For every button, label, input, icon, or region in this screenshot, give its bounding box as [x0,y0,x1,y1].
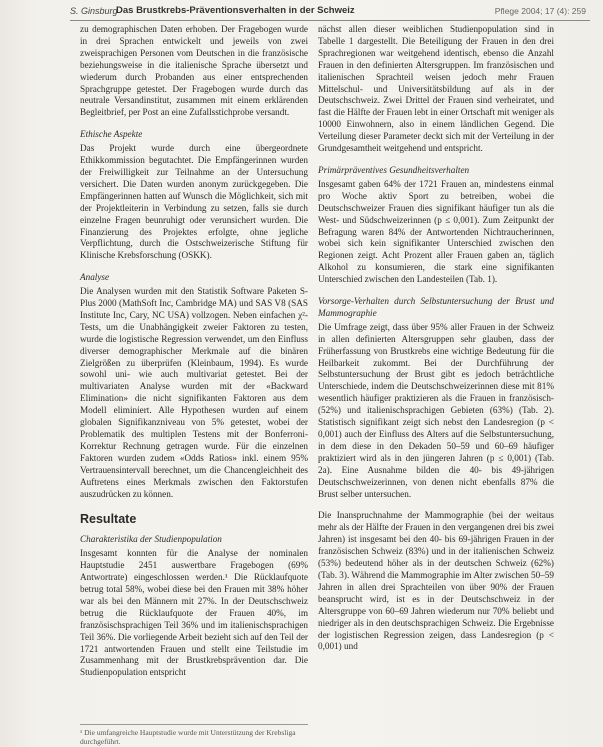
mammography-paragraph: Die Inanspruchnahme der Mammographie (bei der weitaus mehr als der Hälfte der Frauen in den vergangenen drei bis zwei Jahren) ist insgesamt bei den 40- bis 69-jährigen Frauen in der französischen Schweiz (83%) und in der italienischen Schweiz (53%) bedeutend höher als in der deutschen Schweiz (62%) (Tab. 3). Während die Mammographie im Alter zwischen 50–59 Jahren in allen drei Sprachteilen von über 90% der Frauen beansprucht wird, ist es in der Deutschschweiz in der Altersgruppe von 60–69 Jahren wiederum nur 70% beliebt und niedriger als in den deutschsprachigen Schweiz. Die Ergebnisse der logistischen Regression zeigen, dass Landesregion (p < 0,001) und [318,510,554,652]
demographics-paragraph: nächst allen dieser weiblichen Studienpopulation sind in Tabelle 1 dargestellt. Die Beteiligung der Frauen in den drei Sprachregionen war weitgehend identisch, ebenso die Anzahl Frauen in den definierten Altersgruppen. Im französischen und italienischen Sprachteil weisen jedoch mehr Frauen Mittelschul- und Universitätsbildung auf als in der Deutschschweiz. Zwei Drittel der Frauen sind verheiratet, und fast die Hälfte der Frauen lebt in einer Ortschaft mit weniger als 10000 Einwohnern, also in einem ländlichen Gegend. Die Verteilung dieser Parameter deckt sich mit der Verteilung in der Grundgesamtheit weitgehend und entspricht. [318,24,554,154]
analysis-subheading: Analyse [80,272,110,283]
results-heading: Resultate [80,512,137,527]
header-running-title: Das Brustkrebs-Präventionsverhalten in der Schweiz [116,5,355,16]
screening-paragraph: Die Umfrage zeigt, dass über 95% aller Frauen in der Schweiz in allen definierten Altersgruppen sehr glauben, dass der Früherfassung von Brustkrebs eine wichtige Bedeutung für die Heilbarkeit zukommt. Bei der Durchführung der Selbstuntersuchung der Brust gibt es jedoch beträchtliche Unterschiede, indem die Deutschschweizerinnen diese mit 81% wesentlich häufiger praktizieren als die Frauen in französisch- (52%) und italienischsprachigen Gebieten (63%) (Tab. 2). Statistisch signifikant zeigt sich nebst den Landesregion (p < 0,001) auch der Einfluss des Alters auf die Selbstuntersuchung, in dem diese in den Dekaden 50–59 und 60–69 häufiger praktiziert wird als in den jüngeren Jahren (p ≤ 0,001) (Tab. 2a). Eine Ausnahme bilden die 40- bis 49-jährigen Deutschschweizerinnen, von denen nicht ebenfalls 87% die Brust selber untersuchen. [318,321,554,499]
intro-paragraph: zu demographischen Daten erhoben. Der Fragebogen wurde in drei Sprachen entwickelt und jeweils von zwei zweisprachigen Personen vom Deutschen in die französische beziehungsweise in die italienische Sprache übersetzt und wiederum durch Probanden aus einer entsprechenden Sprachgruppe getestet. Der Fragebogen wurde durch das neutrale Versandinstitut, zusammen mit einem erklärenden Begleitbrief, per Post an eine Zufallsstichprobe versandt. [80,24,308,118]
right-column [318,24,554,663]
sample-paragraph: Insgesamt konnten für die Analyse der nominalen Hauptstudie 2451 auswertbare Fragebogen (69% Antwortrate) eingeschlossen werden.¹ Die Rücklaufquote betrug total 58%, wobei diese bei den Frauen mit 38% höher war als bei den Männern mit 27%. In der Deutschschweiz betrug die Rücklaufquote der Frauen 40%, im französischsprachigen Teil 36% und im italienischsprachigen Teil 36%. Die vorliegende Arbeit bezieht sich auf den Teil der 1721 antwortenden Frauen und stellt eine Teilstudie im Zusammenhang mit der Brustkrebsprävention dar. Die Studienpopulation entspricht [80,548,308,678]
prevention-paragraph: Insgesamt gaben 64% der 1721 Frauen an, mindestens einmal pro Woche aktiv Sport zu betreiben, wobei die Deutschschweizer Frauen dies signifikant häufiger tun als die West- und Südschweizerinnen (p ≤ 0,001). Zum Zeitpunkt der Befragung waren 84% der Antwortenden Nichtraucherinnen, wobei sich kein signifikanter Unterschied zwischen den Regionen zeigt. Acht Prozent aller Frauen gaben an, täglich Alkohol zu konsumieren, die stark eine signifikanten Unterschied zwischen den Landesteilen (Tab. 1). [318,178,554,285]
left-column [80,24,308,689]
running-header [70,4,590,21]
header-journal-ref: Pflege 2004; 17 (4): 259 [494,6,586,16]
screening-subheading: Vorsorge-Verhalten durch Selbstuntersuchung der Brust und Mammographie [318,296,554,318]
ethics-paragraph: Das Projekt wurde durch eine übergeordnete Ethikkommission begutachtet. Die Empfängerinnen wurden der Freiwilligkeit zur Teilnahme an der Untersuchung versichert. Die Daten wurden anonym zurückgegeben. Die Empfängerinnen hatten auf Wunsch die Möglichkeit, sich mit der Projektleiterin in Verbindung zu setzen, falls sie durch einzelne Fragen beunruhigt oder verunsichert wurden. Die Finanzierung des Projektes erfolgte, ohne jegliche Verpflichtung, durch die Ostschweizerische Stiftung für Klinische Krebsforschung (OSKK). [80,143,308,261]
footnote: ¹ Die umfangreiche Hauptstudie wurde mit Unterstützung der Krebsliga durchgeführt. [80,724,308,746]
sample-subheading: Charakteristika der Studienpopulation [80,534,222,545]
ethics-subheading: Ethische Aspekte [80,129,143,140]
prevention-subheading: Primärpräventives Gesundheitsverhalten [318,164,470,175]
header-authors: S. Ginsburg [70,6,118,16]
analysis-paragraph: Die Analysen wurden mit den Statistik Software Paketen S-Plus 2000 (MathSoft Inc, Cambridge MA) und SAS V8 (SAS Institute Inc, Cary, NC USA) vollzogen. Neben einfachen χ²-Tests, um die Unabhängigkeit zweier Faktoren zu testen, wurde die logistische Regression verwendet, um den Einfluss diverser demographischer Merkmale auf die binären Zielgrößen zu überprüfen (Kleinbaum, 1994). Es wurde sowohl uni- wie auch multivariat getestet. Bei der multivariaten Analyse wurden mit der «Backward Elimination» die nicht signifikanten Faktoren aus dem Modell eliminiert. Alle Hypothesen wurden auf einem globalen Signifikanzniveau von 5% getestet, wobei der Problematik des multiplen Testens mit der Bonferroni-Korrektur Rechnung getragen wurde. Für die einzelnen Faktoren wurden zudem «Odds Ratios» inkl. einem 95% Vertrauensintervall berechnet, um die Chancengleichheit des Auftretens eines Merkmals zwischen den Faktorstufen auszudrücken zu können. [80,286,308,499]
